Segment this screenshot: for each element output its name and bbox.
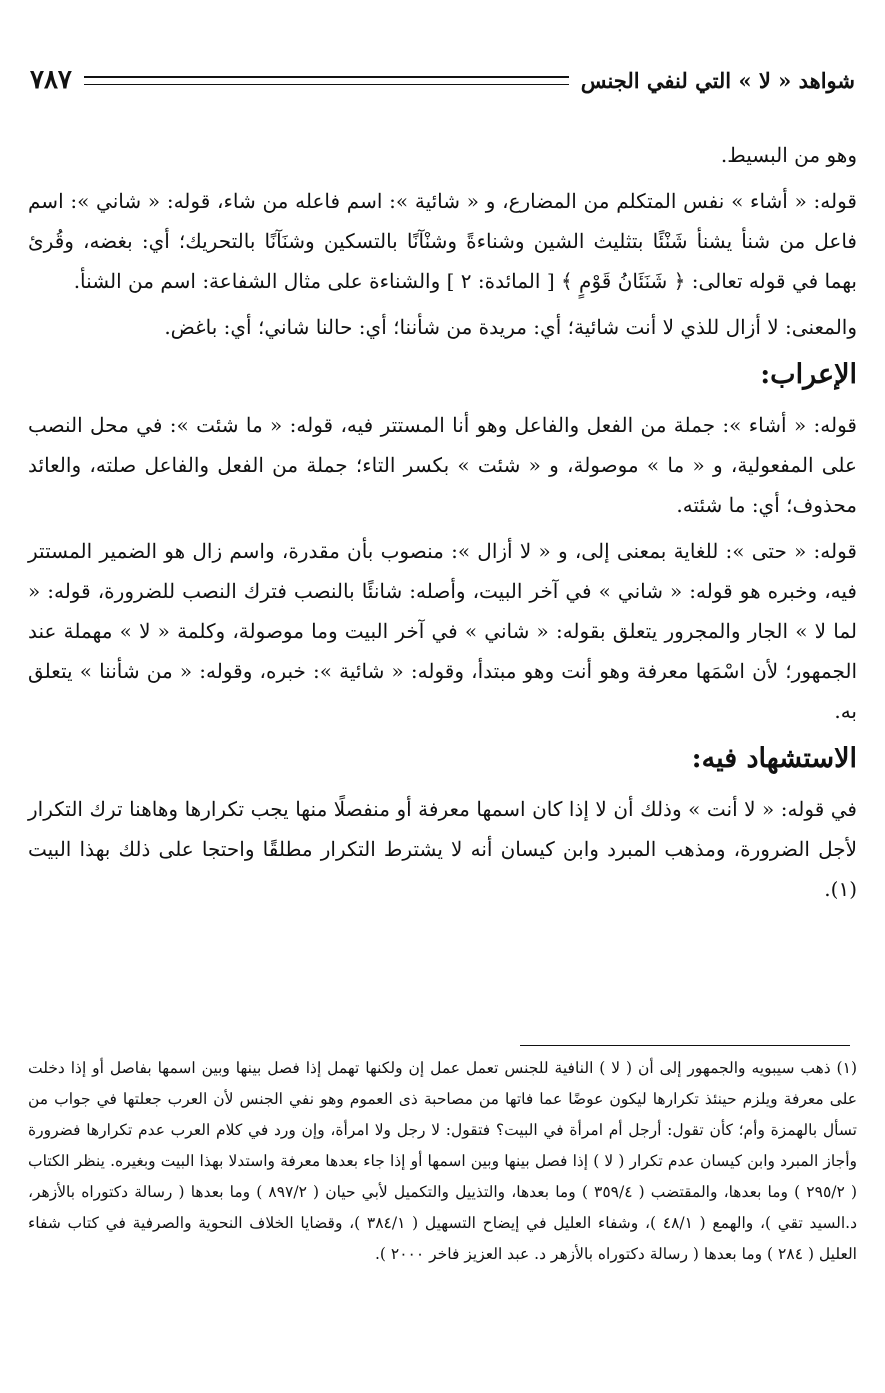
page-header <box>30 58 855 102</box>
page-number: ٧٨٧ <box>30 65 72 95</box>
main-text <box>28 135 857 915</box>
footnote-separator <box>520 1045 850 1046</box>
meter-line: وهو من البسيط. <box>720 143 857 167</box>
running-title: شواهد « لا » التي لنفي الجنس <box>580 67 855 93</box>
istishhad-paragraph: في قوله: « لا أنت » وذلك أن لا إذا كان اسمها معرفة أو منفصلًا منها يجب تكرارها وهاهنا ترك التكرار لأجل الضرورة، ومذهب المبرد وابن كيسان أنه لا يشترط التكرار مطلقًا واحتجا على ذلك بهذا البيت (١). <box>28 797 857 901</box>
irab-heading: الإعراب: <box>760 359 857 390</box>
istishhad-heading: الاستشهاد فيه: <box>691 743 857 774</box>
header-rule <box>84 76 569 85</box>
meaning-paragraph: والمعنى: لا أزال للذي لا أنت شائية؛ أي: مريدة من شأننا؛ أي: حالنا شاني؛ أي: باغض. <box>164 315 857 339</box>
footnote: (١) ذهب سيبويه والجمهور إلى أن ( لا ) النافية للجنس تعمل عمل إن ولكنها تهمل إذا فصل بينها وبين اسمها بفاصل أو إذا دخلت على معرفة ويلزم حينئذ تكرارها ليكون عوضًا عما فاتها من مصاحبة ذى العموم وهو نفي الجنس لأن العرب جعلتها في جواب من تسأل بالهمزة وأم؛ كأن تقول: أرجل أم امرأة في البيت؟ فتقول: لا رجل ولا امرأة، وإن ورد في كلام العرب عدم تكرارها فضرورة وأجاز المبرد وابن كيسان عدم تكرار ( لا ) إذا فصل بينها وبين اسمها أو إذا جاء بعدها معرفة واستدلا بهذا البيت وبغيره. ينظر الكتاب ( ٢٩٥/٢ ) وما بعدها، والمقتضب ( ٣٥٩/٤ ) وما بعدها، والتذييل والتكميل لأبي حيان ( ٨٩٧/٢ ) وما بعدها ( رسالة دكتوراه بالأزهر، د.السيد تقي )، والهمع ( ٤٨/١ )، وشفاء العليل في إيضاح التسهيل ( ٣٨٤/١ )، وقضايا الخلاف النحوية والصرفية في كتاب شفاء العليل ( ٢٨٤ ) وما بعدها ( رسالة دكتوراه بالأزهر د. عبد العزيز فاخر ٢٠٠٠ ). <box>28 1059 857 1263</box>
irab-paragraph-1: قوله: « أشاء »: جملة من الفعل والفاعل وهو أنا المستتر فيه، قوله: « ما شئت »: في محل النصب على المفعولية، و « ما » موصولة، و « شئت » بكسر التاء؛ جملة من الفعل والفاعل صلته، والعائد محذوف؛ أي: ما شئته. <box>28 413 857 517</box>
vocabulary-paragraph: قوله: « أشاء » نفس المتكلم من المضارع، و « شائية »: اسم فاعله من شاء، قوله: « شاني »: اسم فاعل من شنأ يشنأ شَنْئًا بتثليث الشين وشناءةً وشنْآنًا بالتسكين وشنَآنًا بالتحريك؛ أي: بغضه، وقُرئ بهما في قوله تعالى: ﴿ شَنَئَانُ قَوْمٍ ﴾ [ المائدة: ٢ ] والشناءة على مثال الشفاعة: اسم من الشنأ. <box>28 189 857 293</box>
irab-paragraph-2: قوله: « حتى »: للغاية بمعنى إلى، و « لا أزال »: منصوب بأن مقدرة، واسم زال هو الضمير المستتر فيه، وخبره هو قوله: « شاني » في آخر البيت، وأصله: شانئًا بالنصب فترك النصب للضرورة، قوله: « لما لا » الجار والمجرور يتعلق بقوله: « شاني » في آخر البيت وما موصولة، وكلمة « لا » مهملة عند الجمهور؛ لأن اسْمَها معرفة وهو أنت وهو مبتدأ، وقوله: « شائية »: خبره، وقوله: « من شأننا » يتعلق به. <box>28 539 858 723</box>
